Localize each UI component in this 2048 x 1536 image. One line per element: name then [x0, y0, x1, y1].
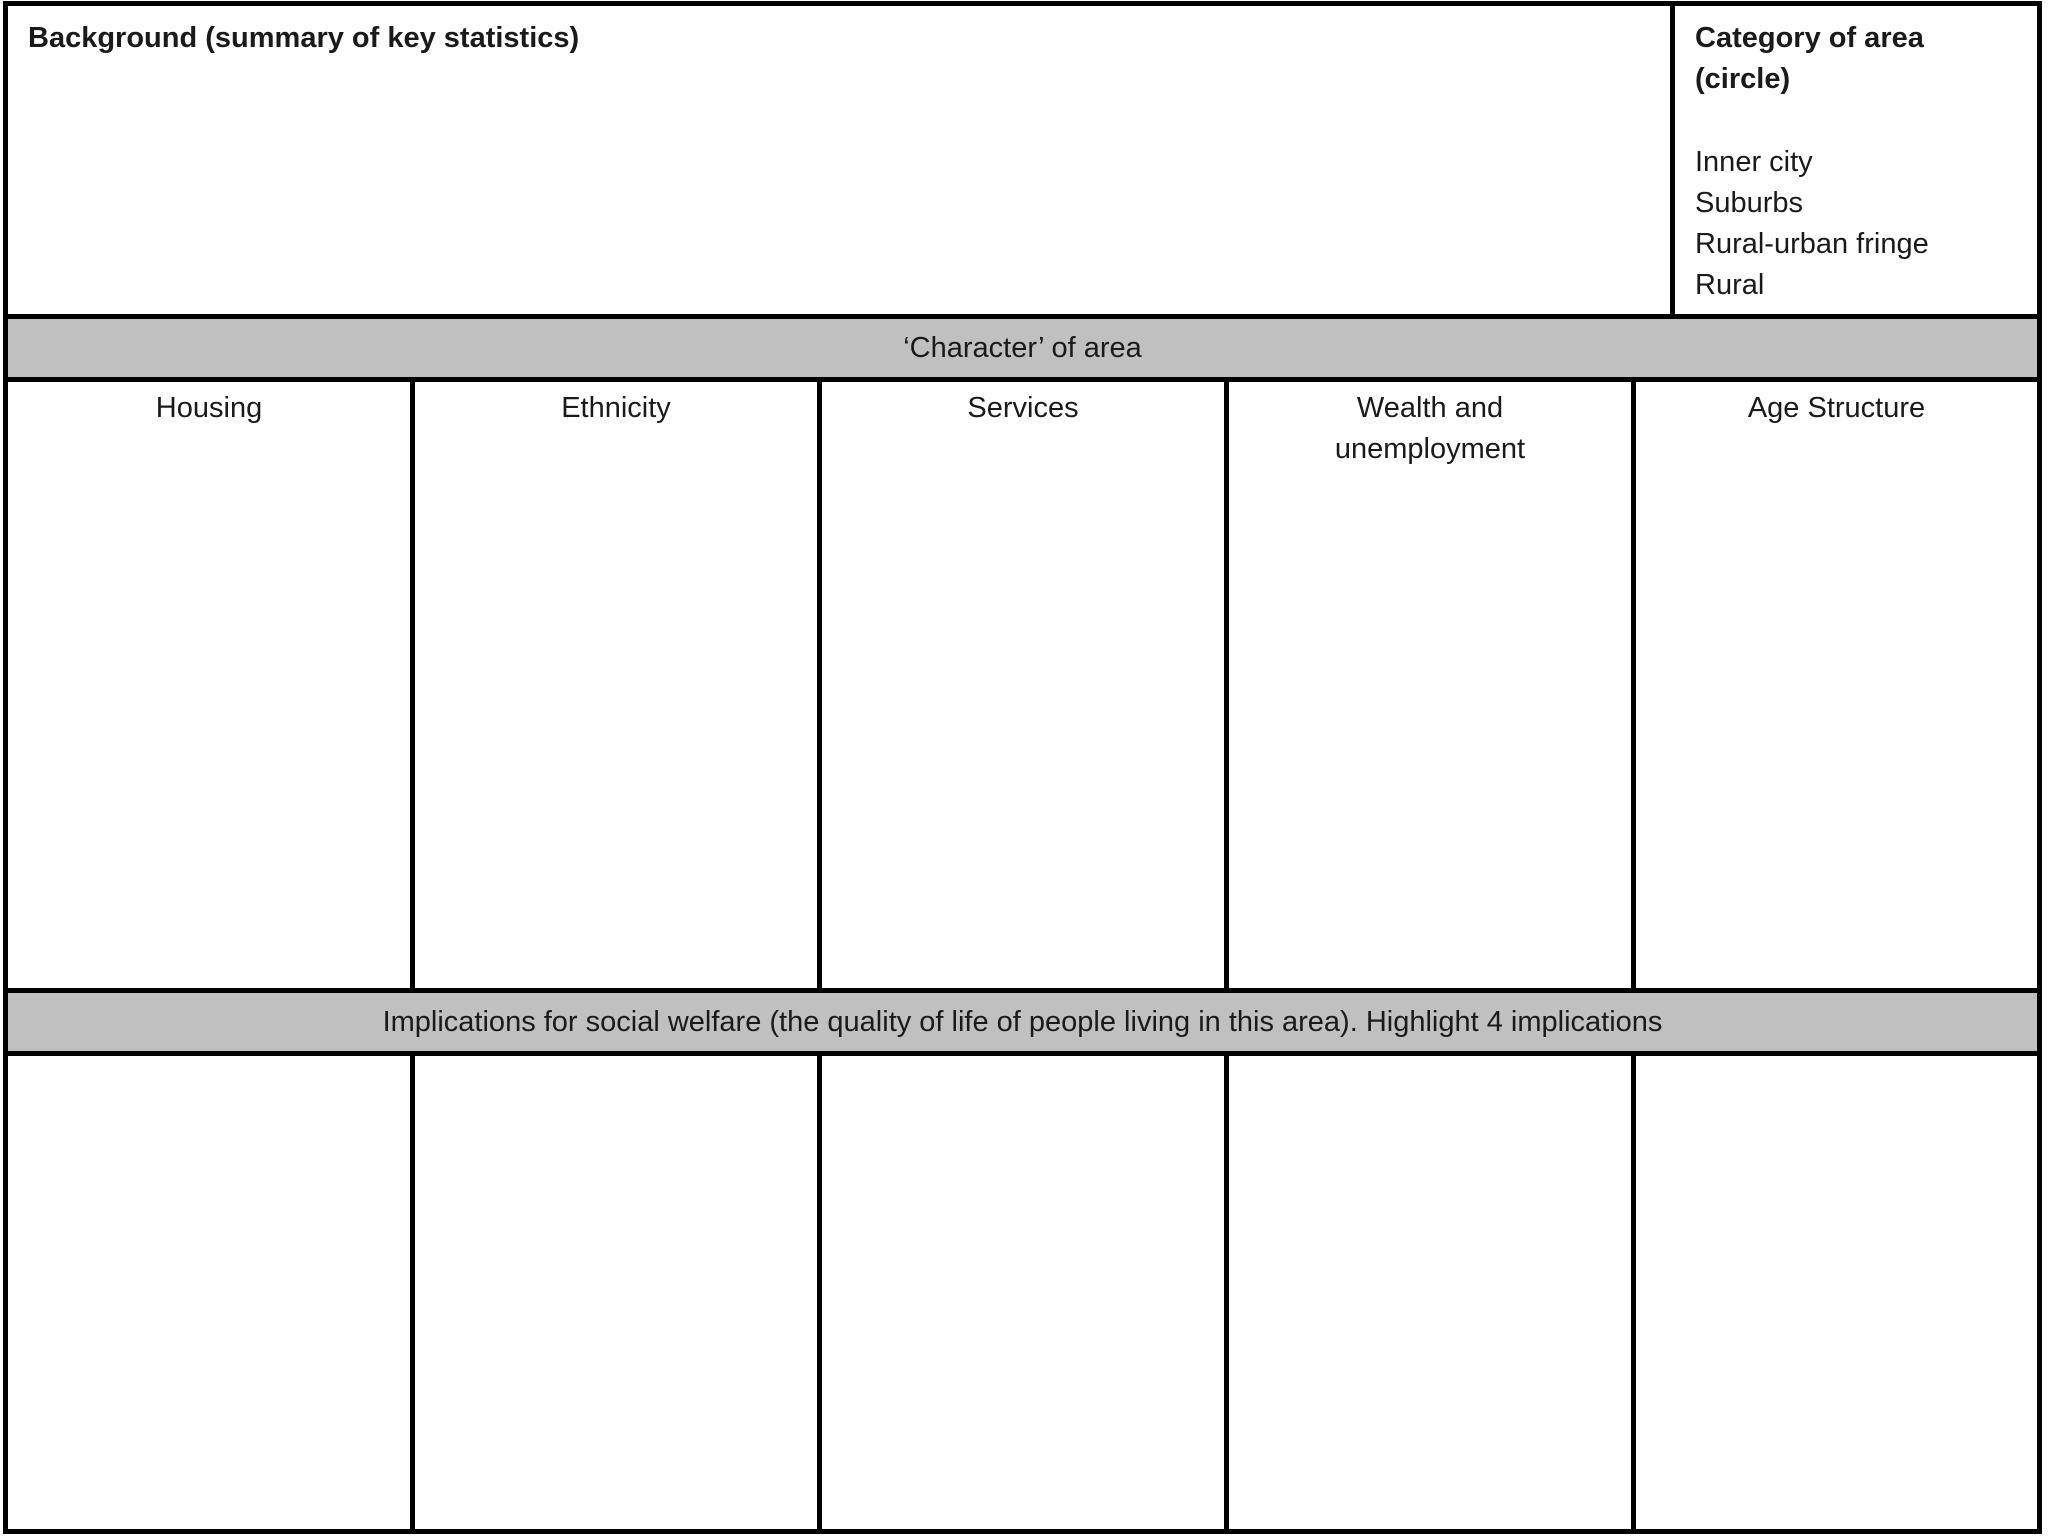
implication-cell-5[interactable] [1631, 1051, 2042, 1534]
category-option-rural-urban-fringe[interactable]: Rural-urban fringe [1695, 228, 1929, 260]
implication-cell-3[interactable] [817, 1051, 1229, 1534]
implications-heading [3, 988, 2042, 1056]
category-title: Category of area (circle) [1695, 22, 1924, 95]
background-title: Background (summary of key statistics) [28, 22, 580, 54]
implications-heading-label: Implications for social welfare (the quality of life of people living in this area). Highlight 4 implications [382, 1005, 1663, 1038]
character-heading [3, 314, 2042, 382]
background-box[interactable] [3, 1, 1675, 319]
category-options [1695, 142, 1929, 306]
age-structure-label: Age Structure [1747, 392, 1926, 424]
ethnicity-cell[interactable] [410, 377, 822, 993]
services-label: Services [967, 392, 1079, 424]
implication-cell-2[interactable] [410, 1051, 822, 1534]
category-option-rural[interactable]: Rural [1695, 269, 1765, 301]
category-option-suburbs[interactable]: Suburbs [1695, 187, 1804, 219]
category-option-inner-city[interactable]: Inner city [1695, 146, 1813, 178]
age-structure-cell[interactable] [1631, 377, 2042, 993]
category-box[interactable] [1670, 1, 2042, 319]
services-cell[interactable] [817, 377, 1229, 993]
implication-cell-4[interactable] [1224, 1051, 1636, 1534]
housing-label: Housing [155, 392, 263, 424]
wealth-unemployment-label: Wealth and unemployment [1334, 392, 1526, 465]
character-heading-label: ‘Character’ of area [903, 331, 1142, 364]
housing-cell[interactable] [3, 377, 415, 993]
ethnicity-label: Ethnicity [561, 392, 671, 424]
wealth-unemployment-cell[interactable] [1224, 377, 1636, 993]
implication-cell-1[interactable] [3, 1051, 415, 1534]
